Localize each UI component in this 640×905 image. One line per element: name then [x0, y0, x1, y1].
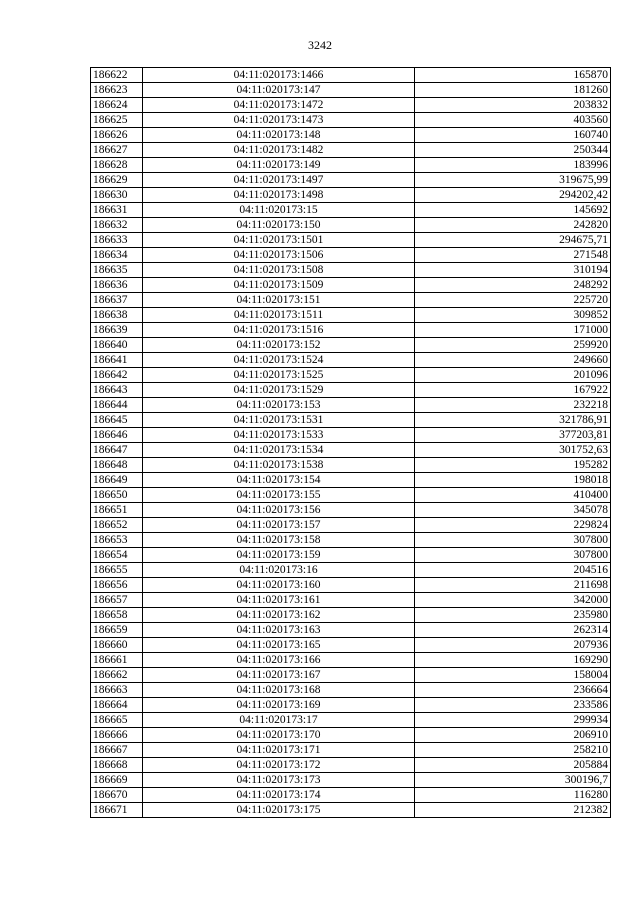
- value-cell: 198018: [415, 473, 611, 488]
- value-cell: 258210: [415, 743, 611, 758]
- row-number-cell: 186655: [91, 563, 143, 578]
- table-row: [91, 533, 611, 548]
- row-number-cell: 186649: [91, 473, 143, 488]
- row-number-cell: 186626: [91, 128, 143, 143]
- row-number-cell: 186629: [91, 173, 143, 188]
- cadastral-table: [90, 67, 611, 818]
- table-row: [91, 638, 611, 653]
- cadastral-number-cell: 04:11:020173:158: [143, 533, 415, 548]
- cadastral-number-cell: 04:11:020173:157: [143, 518, 415, 533]
- row-number-cell: 186638: [91, 308, 143, 323]
- table-row: [91, 743, 611, 758]
- table-row: [91, 293, 611, 308]
- value-cell: 242820: [415, 218, 611, 233]
- value-cell: 229824: [415, 518, 611, 533]
- table-row: [91, 263, 611, 278]
- value-cell: 299934: [415, 713, 611, 728]
- page-number: 3242: [308, 38, 332, 52]
- value-cell: 206910: [415, 728, 611, 743]
- row-number-cell: 186664: [91, 698, 143, 713]
- value-cell: 259920: [415, 338, 611, 353]
- table-row: [91, 83, 611, 98]
- cadastral-number-cell: 04:11:020173:171: [143, 743, 415, 758]
- value-cell: 233586: [415, 698, 611, 713]
- table-row: [91, 98, 611, 113]
- cadastral-number-cell: 04:11:020173:1516: [143, 323, 415, 338]
- value-cell: 301752,63: [415, 443, 611, 458]
- value-cell: 225720: [415, 293, 611, 308]
- row-number-cell: 186653: [91, 533, 143, 548]
- cadastral-number-cell: 04:11:020173:1482: [143, 143, 415, 158]
- table-row: [91, 713, 611, 728]
- value-cell: 250344: [415, 143, 611, 158]
- table-row: [91, 383, 611, 398]
- row-number-cell: 186628: [91, 158, 143, 173]
- cadastral-number-cell: 04:11:020173:1538: [143, 458, 415, 473]
- value-cell: 319675,99: [415, 173, 611, 188]
- cadastral-number-cell: 04:11:020173:160: [143, 578, 415, 593]
- cadastral-number-cell: 04:11:020173:1509: [143, 278, 415, 293]
- value-cell: 211698: [415, 578, 611, 593]
- value-cell: 235980: [415, 608, 611, 623]
- table-row: [91, 443, 611, 458]
- row-number-cell: 186670: [91, 788, 143, 803]
- value-cell: 342000: [415, 593, 611, 608]
- table-row: [91, 128, 611, 143]
- row-number-cell: 186650: [91, 488, 143, 503]
- row-number-cell: 186656: [91, 578, 143, 593]
- table-row: [91, 353, 611, 368]
- cadastral-number-cell: 04:11:020173:15: [143, 203, 415, 218]
- table-row: [91, 368, 611, 383]
- cadastral-number-cell: 04:11:020173:154: [143, 473, 415, 488]
- cadastral-number-cell: 04:11:020173:161: [143, 593, 415, 608]
- row-number-cell: 186668: [91, 758, 143, 773]
- table-row: [91, 68, 611, 83]
- cadastral-number-cell: 04:11:020173:147: [143, 83, 415, 98]
- table-row: [91, 203, 611, 218]
- cadastral-number-cell: 04:11:020173:1501: [143, 233, 415, 248]
- cadastral-number-cell: 04:11:020173:1498: [143, 188, 415, 203]
- value-cell: 249660: [415, 353, 611, 368]
- row-number-cell: 186622: [91, 68, 143, 83]
- value-cell: 212382: [415, 803, 611, 818]
- value-cell: 403560: [415, 113, 611, 128]
- table-row: [91, 668, 611, 683]
- table-row: [91, 548, 611, 563]
- value-cell: 183996: [415, 158, 611, 173]
- value-cell: 345078: [415, 503, 611, 518]
- row-number-cell: 186642: [91, 368, 143, 383]
- cadastral-number-cell: 04:11:020173:172: [143, 758, 415, 773]
- cadastral-number-cell: 04:11:020173:1525: [143, 368, 415, 383]
- row-number-cell: 186663: [91, 683, 143, 698]
- table-row: [91, 698, 611, 713]
- cadastral-number-cell: 04:11:020173:16: [143, 563, 415, 578]
- table-row: [91, 158, 611, 173]
- value-cell: 294202,42: [415, 188, 611, 203]
- value-cell: 167922: [415, 383, 611, 398]
- cadastral-number-cell: 04:11:020173:1531: [143, 413, 415, 428]
- table-row: [91, 683, 611, 698]
- table-row: [91, 593, 611, 608]
- cadastral-number-cell: 04:11:020173:1533: [143, 428, 415, 443]
- table-row: [91, 143, 611, 158]
- row-number-cell: 186645: [91, 413, 143, 428]
- cadastral-number-cell: 04:11:020173:1472: [143, 98, 415, 113]
- value-cell: 232218: [415, 398, 611, 413]
- row-number-cell: 186640: [91, 338, 143, 353]
- table-row: [91, 563, 611, 578]
- table-row: [91, 803, 611, 818]
- cadastral-number-cell: 04:11:020173:148: [143, 128, 415, 143]
- table-row: [91, 173, 611, 188]
- table-row: [91, 113, 611, 128]
- row-number-cell: 186635: [91, 263, 143, 278]
- row-number-cell: 186639: [91, 323, 143, 338]
- table-row: [91, 458, 611, 473]
- cadastral-number-cell: 04:11:020173:149: [143, 158, 415, 173]
- table-row: [91, 278, 611, 293]
- value-cell: 307800: [415, 548, 611, 563]
- value-cell: 310194: [415, 263, 611, 278]
- table-row: [91, 488, 611, 503]
- row-number-cell: 186666: [91, 728, 143, 743]
- cadastral-number-cell: 04:11:020173:165: [143, 638, 415, 653]
- cadastral-number-cell: 04:11:020173:156: [143, 503, 415, 518]
- row-number-cell: 186667: [91, 743, 143, 758]
- row-number-cell: 186641: [91, 353, 143, 368]
- value-cell: 145692: [415, 203, 611, 218]
- value-cell: 201096: [415, 368, 611, 383]
- table-row: [91, 338, 611, 353]
- row-number-cell: 186658: [91, 608, 143, 623]
- value-cell: 204516: [415, 563, 611, 578]
- row-number-cell: 186632: [91, 218, 143, 233]
- cadastral-number-cell: 04:11:020173:175: [143, 803, 415, 818]
- value-cell: 309852: [415, 308, 611, 323]
- row-number-cell: 186659: [91, 623, 143, 638]
- row-number-cell: 186657: [91, 593, 143, 608]
- cadastral-number-cell: 04:11:020173:168: [143, 683, 415, 698]
- row-number-cell: 186627: [91, 143, 143, 158]
- table-row: [91, 653, 611, 668]
- cadastral-number-cell: 04:11:020173:167: [143, 668, 415, 683]
- value-cell: 300196,7: [415, 773, 611, 788]
- row-number-cell: 186644: [91, 398, 143, 413]
- row-number-cell: 186651: [91, 503, 143, 518]
- value-cell: 181260: [415, 83, 611, 98]
- row-number-cell: 186648: [91, 458, 143, 473]
- cadastral-number-cell: 04:11:020173:162: [143, 608, 415, 623]
- cadastral-number-cell: 04:11:020173:166: [143, 653, 415, 668]
- value-cell: 158004: [415, 668, 611, 683]
- row-number-cell: 186662: [91, 668, 143, 683]
- value-cell: 294675,71: [415, 233, 611, 248]
- row-number-cell: 186637: [91, 293, 143, 308]
- cadastral-number-cell: 04:11:020173:170: [143, 728, 415, 743]
- table-row: [91, 248, 611, 263]
- table-row: [91, 428, 611, 443]
- cadastral-number-cell: 04:11:020173:1473: [143, 113, 415, 128]
- cadastral-number-cell: 04:11:020173:1497: [143, 173, 415, 188]
- value-cell: 171000: [415, 323, 611, 338]
- cadastral-number-cell: 04:11:020173:1524: [143, 353, 415, 368]
- value-cell: 321786,91: [415, 413, 611, 428]
- cadastral-number-cell: 04:11:020173:152: [143, 338, 415, 353]
- value-cell: 248292: [415, 278, 611, 293]
- table-row: [91, 608, 611, 623]
- table-row: [91, 308, 611, 323]
- table-row: [91, 518, 611, 533]
- cadastral-number-cell: 04:11:020173:1506: [143, 248, 415, 263]
- row-number-cell: 186633: [91, 233, 143, 248]
- row-number-cell: 186646: [91, 428, 143, 443]
- cadastral-number-cell: 04:11:020173:17: [143, 713, 415, 728]
- table-row: [91, 233, 611, 248]
- row-number-cell: 186624: [91, 98, 143, 113]
- value-cell: 377203,81: [415, 428, 611, 443]
- table-row: [91, 473, 611, 488]
- cadastral-number-cell: 04:11:020173:151: [143, 293, 415, 308]
- row-number-cell: 186654: [91, 548, 143, 563]
- table-row: [91, 773, 611, 788]
- row-number-cell: 186643: [91, 383, 143, 398]
- cadastral-number-cell: 04:11:020173:1534: [143, 443, 415, 458]
- value-cell: 195282: [415, 458, 611, 473]
- row-number-cell: 186623: [91, 83, 143, 98]
- cadastral-number-cell: 04:11:020173:153: [143, 398, 415, 413]
- table-row: [91, 323, 611, 338]
- value-cell: 205884: [415, 758, 611, 773]
- table-row: [91, 758, 611, 773]
- row-number-cell: 186634: [91, 248, 143, 263]
- value-cell: 410400: [415, 488, 611, 503]
- row-number-cell: 186647: [91, 443, 143, 458]
- cadastral-number-cell: 04:11:020173:169: [143, 698, 415, 713]
- table-row: [91, 503, 611, 518]
- cadastral-number-cell: 04:11:020173:173: [143, 773, 415, 788]
- value-cell: 236664: [415, 683, 611, 698]
- table-row: [91, 623, 611, 638]
- table-row: [91, 218, 611, 233]
- cadastral-number-cell: 04:11:020173:1529: [143, 383, 415, 398]
- value-cell: 207936: [415, 638, 611, 653]
- table-row: [91, 788, 611, 803]
- row-number-cell: 186671: [91, 803, 143, 818]
- cadastral-number-cell: 04:11:020173:1466: [143, 68, 415, 83]
- table-row: [91, 188, 611, 203]
- cadastral-number-cell: 04:11:020173:155: [143, 488, 415, 503]
- row-number-cell: 186661: [91, 653, 143, 668]
- row-number-cell: 186652: [91, 518, 143, 533]
- row-number-cell: 186660: [91, 638, 143, 653]
- value-cell: 262314: [415, 623, 611, 638]
- value-cell: 165870: [415, 68, 611, 83]
- value-cell: 203832: [415, 98, 611, 113]
- value-cell: 169290: [415, 653, 611, 668]
- value-cell: 271548: [415, 248, 611, 263]
- cadastral-number-cell: 04:11:020173:174: [143, 788, 415, 803]
- row-number-cell: 186669: [91, 773, 143, 788]
- row-number-cell: 186636: [91, 278, 143, 293]
- table-row: [91, 578, 611, 593]
- row-number-cell: 186630: [91, 188, 143, 203]
- cadastral-number-cell: 04:11:020173:1511: [143, 308, 415, 323]
- row-number-cell: 186665: [91, 713, 143, 728]
- value-cell: 116280: [415, 788, 611, 803]
- cadastral-number-cell: 04:11:020173:159: [143, 548, 415, 563]
- table-row: [91, 413, 611, 428]
- cadastral-number-cell: 04:11:020173:1508: [143, 263, 415, 278]
- table-row: [91, 728, 611, 743]
- cadastral-number-cell: 04:11:020173:163: [143, 623, 415, 638]
- table-body: [91, 68, 611, 818]
- value-cell: 160740: [415, 128, 611, 143]
- table-row: [91, 398, 611, 413]
- row-number-cell: 186631: [91, 203, 143, 218]
- row-number-cell: 186625: [91, 113, 143, 128]
- value-cell: 307800: [415, 533, 611, 548]
- cadastral-number-cell: 04:11:020173:150: [143, 218, 415, 233]
